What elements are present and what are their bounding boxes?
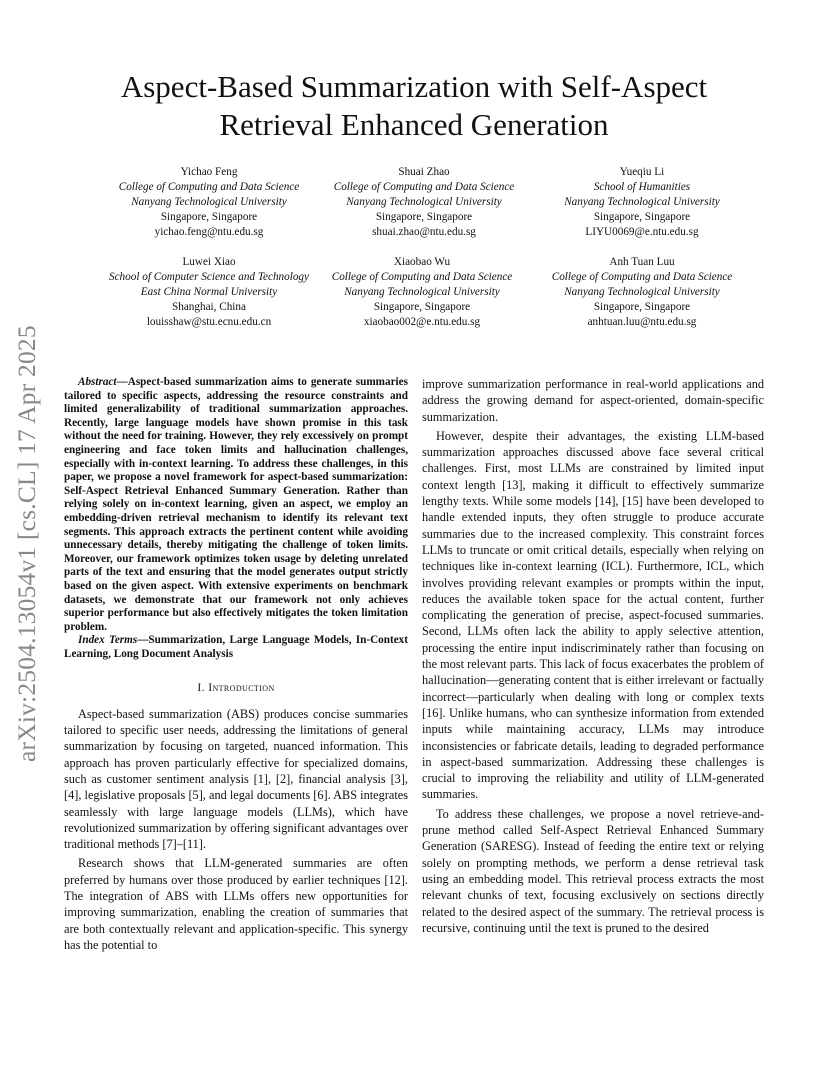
author-email: LIYU0069@e.ntu.edu.sg <box>585 226 699 238</box>
section-title: Introduction <box>208 681 275 695</box>
author-affiliation: College of Computing and Data Science <box>331 271 513 283</box>
abstract <box>64 376 408 634</box>
author-affiliation: College of Computing and Data Science <box>118 181 300 193</box>
author-affiliation: College of Computing and Data Science <box>333 181 515 193</box>
author-institution: Nanyang Technological University <box>346 196 502 208</box>
author-institution: Nanyang Technological University <box>344 286 500 298</box>
author-block <box>299 165 549 240</box>
author-location: Singapore, Singapore <box>593 211 691 223</box>
left-column <box>64 376 408 953</box>
author-location: Singapore, Singapore <box>593 301 691 313</box>
title-line-1: Aspect-Based Summarization with Self-Aspect <box>120 69 708 104</box>
author-institution: Nanyang Technological University <box>564 286 720 298</box>
author-block <box>297 255 547 330</box>
section-number: I. <box>197 681 209 695</box>
body-paragraph: Aspect-based summarization (ABS) produces concise summaries tailored to specific user needs, addressing the limitations of general summarization by focusing on targeted, nuanced information. This approach has proven particularly effective for specialized domains, such as customer sentiment analysis [1], [2], financial analysis [3], [4], legislative proposals [5], and legal documents [6]. ABS integrates seamlessly with large language models (LLMs), which have revolutionized summarization by offering significant advantages over traditional methods [7]–[11]. <box>64 706 408 852</box>
author-institution: Nanyang Technological University <box>564 196 720 208</box>
author-email: yichao.feng@ntu.edu.sg <box>154 226 264 238</box>
index-terms-lead: Index Terms <box>78 634 138 647</box>
author-block <box>84 165 334 240</box>
author-institution: East China Normal University <box>140 286 278 298</box>
body-paragraph: To address these challenges, we propose a novel retrieve-and-prune method called Self-Aspect Retrieval Enhanced Summary Generation (SARESG). Instead of feeding the entire text or relying solely on prompting methods, we perform a dense retrieval task using an embedding model. This retrieval process extracts the most relevant chunks of text, focusing exclusively on sections directly related to the desired aspect of the summary. The retrieval process is recursive, continuing until the text is pruned to the desired <box>422 806 764 935</box>
abstract-body: —Aspect-based summarization aims to generate summaries tailored to specific aspects, addressing the resource constraints and limited generalizability of traditional summarization approaches. Recently, large language models have shown promise in this task without the need for training. However, they rely excessively on prompt engineering and face token limits and hallucination challenges, especially with in-context learning. To address these challenges, in this paper, we propose a novel framework for aspect-based summarization: Self-Aspect Retrieval Enhanced Summary Generation. Rather than relying solely on in-context learning, given an aspect, we employ an embedding-driven retrieval mechanism to identify its relevant text segments. This approach extracts the pertinent content while avoiding unnecessary details, thereby mitigating the challenge of token limits. Moreover, our framework optimizes token usage by deleting unrelated parts of the text and ensuring that the model generates output strictly based on the given aspect. With extensive experiments on benchmark datasets, we demonstrate that our framework not only achieves superior performance but also effectively mitigates the token limitation problem. <box>64 376 408 633</box>
abstract-lead: Abstract <box>78 376 117 388</box>
index-terms-body: —Summarization, Large Language Models, In-Context Learning, Long Document Analysis <box>64 634 408 660</box>
author-affiliation: School of Computer Science and Technology <box>109 271 309 283</box>
section-heading <box>64 680 408 696</box>
paper-title <box>60 68 768 144</box>
author-institution: Nanyang Technological University <box>131 196 287 208</box>
author-block <box>517 255 767 330</box>
right-column <box>422 376 764 936</box>
author-location: Singapore, Singapore <box>373 301 471 313</box>
author-name: Xiaobao Wu <box>393 256 451 268</box>
arxiv-identifier-stamp: arXiv:2504.13054v1 [cs.CL] 17 Apr 2025 <box>12 325 41 762</box>
author-name: Yueqiu Li <box>619 166 665 178</box>
author-name: Anh Tuan Luu <box>609 256 675 268</box>
author-location: Singapore, Singapore <box>375 211 473 223</box>
author-name: Luwei Xiao <box>182 256 236 268</box>
author-email: shuai.zhao@ntu.edu.sg <box>372 226 476 238</box>
author-location: Shanghai, China <box>172 301 246 313</box>
author-email: xiaobao002@e.ntu.edu.sg <box>363 316 481 328</box>
author-email: louisshaw@stu.ecnu.edu.cn <box>146 316 272 328</box>
author-email: anhtuan.luu@ntu.edu.sg <box>587 316 697 328</box>
body-paragraph: improve summarization performance in real-world applications and address the growing demand for aspect-oriented, domain-specific summarization. <box>422 377 764 424</box>
body-paragraph: Research shows that LLM-generated summaries are often preferred by humans over those produced by earlier techniques [12]. The integration of ABS with LLMs offers new opportunities for improving summarization, enabling the creation of summaries that are both contextually relevant and application-specific. This synergy has the potential to <box>64 856 408 952</box>
author-name: Yichao Feng <box>180 166 238 178</box>
author-location: Singapore, Singapore <box>160 211 258 223</box>
author-name: Shuai Zhao <box>398 166 450 178</box>
index-terms <box>64 634 408 661</box>
body-paragraph: However, despite their advantages, the existing LLM-based summarization approaches discussed above face several critical challenges. First, most LLMs are constrained by limited input context length [13], making it difficult to effectively summarize lengthy texts. While some models [14], [15] have been developed to handle extended inputs, they often struggle to produce accurate summaries due to the increased complexity. This constraint forces LLMs to truncate or omit critical details, especially when relying on techniques like in-context learning (ICL). Furthermore, ICL, which involves providing relevant examples or prompts within the input, reduces the available token space for the actual content, further complicating the generation of precise, aspect-focused summaries. Second, LLMs often lack the ability to apply selective attention, processing the entire input indiscriminately rather than focusing on the most relevant parts. This lack of focus exacerbates the problem of hallucination—generating content that is either irrelevant or factually incorrect—particularly when dealing with long or complex texts [16]. Unlike humans, who can synthesize information from extended inputs while maintaining accuracy, LLMs may introduce inconsistencies or fabricate details, leading to degraded performance in aspect-based summarization. Addressing these challenges is crucial to improving the reliability and utility of LLM-generated summaries. <box>422 428 764 802</box>
author-block <box>517 165 767 240</box>
author-affiliation: School of Humanities <box>593 181 691 193</box>
title-line-2: Retrieval Enhanced Generation <box>219 107 609 142</box>
author-affiliation: College of Computing and Data Science <box>551 271 733 283</box>
